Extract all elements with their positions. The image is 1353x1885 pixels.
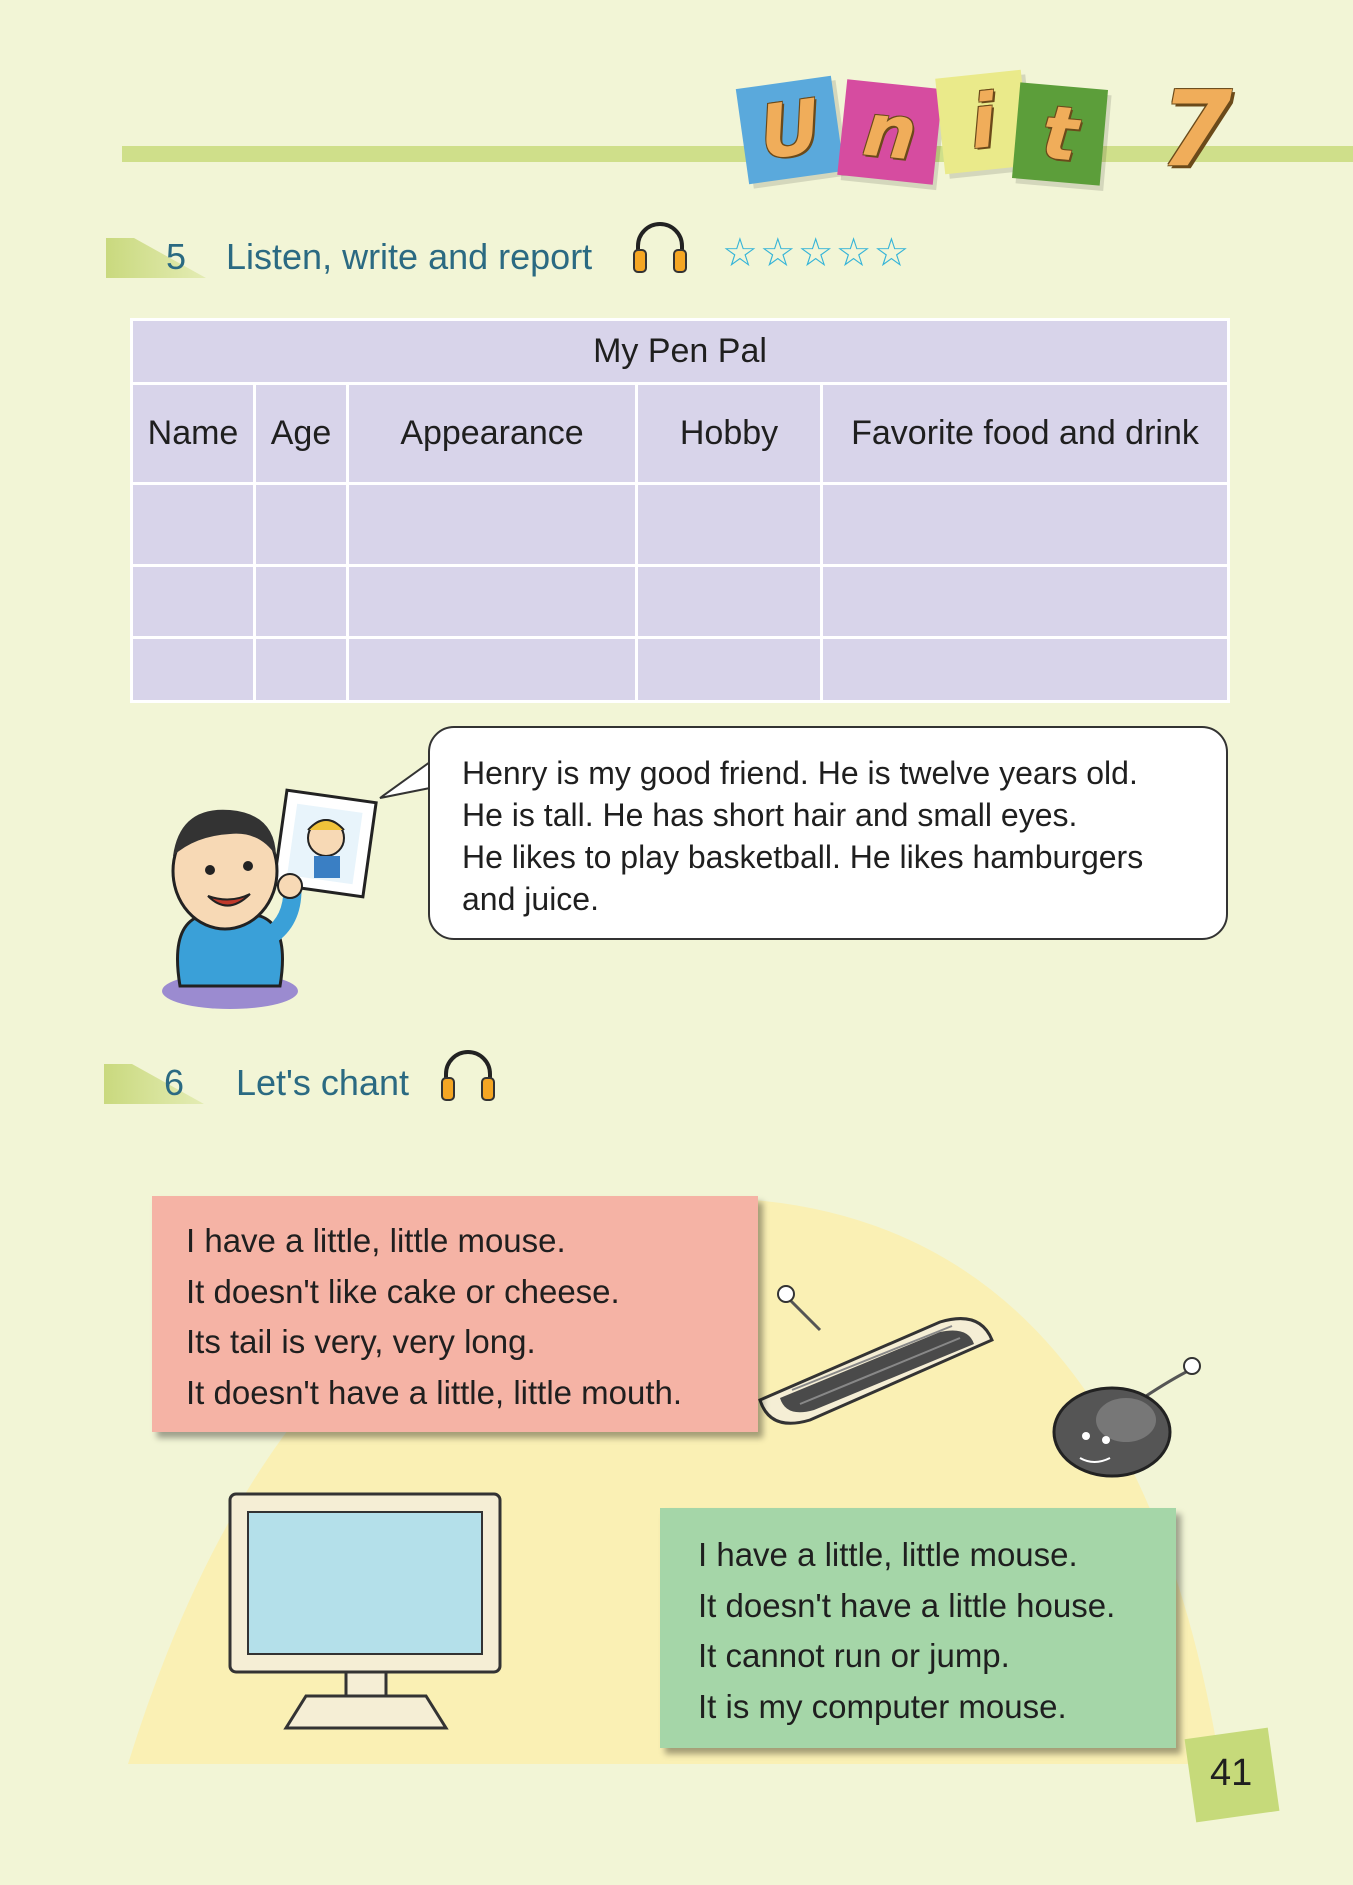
speech-line: He is tall. He has short hair and small eyes.: [462, 797, 1078, 833]
speech-line: He likes to play basketball. He likes hamburgers: [462, 839, 1144, 875]
table-cell[interactable]: [348, 566, 637, 638]
verse-line: It doesn't like cake or cheese.: [186, 1272, 620, 1310]
computer-monitor-illustration: [226, 1488, 506, 1738]
table-cell[interactable]: [822, 484, 1229, 566]
boy-holding-photo-illustration: [140, 786, 390, 1016]
section5-number-badge: [106, 238, 206, 278]
headphones-icon[interactable]: [438, 1044, 498, 1104]
table-header-appearance: Appearance: [348, 384, 637, 484]
table-cell[interactable]: [637, 484, 822, 566]
verse-line: It cannot run or jump.: [698, 1637, 1010, 1674]
table-cell[interactable]: [132, 638, 255, 702]
unit-letter-n: n: [837, 79, 943, 185]
table-row: [132, 566, 1229, 638]
section6-title: Let's chant: [236, 1062, 409, 1103]
verse-line: It is my computer mouse.: [698, 1687, 1067, 1725]
verse-line: I have a little, little mouse.: [698, 1536, 1078, 1573]
table-cell[interactable]: [132, 484, 255, 566]
headphones-icon[interactable]: [630, 216, 690, 276]
table-cell[interactable]: [132, 566, 255, 638]
table-row: [132, 638, 1229, 702]
section6-number-badge: [104, 1064, 204, 1104]
table-cell[interactable]: [822, 566, 1229, 638]
verse-line: It doesn't have a little, little mouth.: [186, 1373, 683, 1411]
table-header-name: Name: [132, 384, 255, 484]
table-cell[interactable]: [255, 484, 348, 566]
unit-letter-u: U: [736, 76, 844, 184]
table-cell[interactable]: [255, 566, 348, 638]
unit-number: 7: [1160, 68, 1233, 190]
speech-line: and juice.: [462, 881, 599, 917]
table-cell[interactable]: [637, 566, 822, 638]
section6-number: 6: [164, 1062, 185, 1103]
computer-mouse-illustration: [1040, 1340, 1220, 1490]
keyboard-illustration: [740, 1270, 1000, 1440]
chant-verse-1-card: [152, 1196, 758, 1432]
table-cell[interactable]: [822, 638, 1229, 702]
table-row: [132, 484, 1229, 566]
verse-line: I have a little, little mouse.: [186, 1222, 566, 1259]
table-cell[interactable]: [637, 638, 822, 702]
page-number: 41: [1210, 1752, 1253, 1794]
table-header-age: Age: [255, 384, 348, 484]
table-cell[interactable]: [255, 638, 348, 702]
verse-line: It doesn't have a little house.: [698, 1586, 1116, 1624]
table-cell[interactable]: [348, 638, 637, 702]
unit-letter-t: t: [1012, 82, 1108, 185]
table-cell[interactable]: [348, 484, 637, 566]
speech-line: Henry is my good friend. He is twelve years old.: [462, 755, 1138, 791]
unit-letter-i: i: [935, 70, 1031, 174]
verse-line: Its tail is very, very long.: [186, 1323, 536, 1360]
table-title: My Pen Pal: [132, 320, 1229, 384]
chant-verse-2-card: [660, 1508, 1176, 1748]
section5-title: Listen, write and report: [226, 236, 593, 277]
speech-bubble: [428, 726, 1228, 940]
speech-bubble-tail: [378, 758, 434, 808]
pen-pal-table: [130, 318, 1230, 703]
section5-number: 5: [166, 236, 187, 277]
rating-stars[interactable]: ☆☆☆☆☆: [722, 231, 912, 275]
table-header-hobby: Hobby: [637, 384, 822, 484]
table-header-food: Favorite food and drink: [822, 384, 1229, 484]
